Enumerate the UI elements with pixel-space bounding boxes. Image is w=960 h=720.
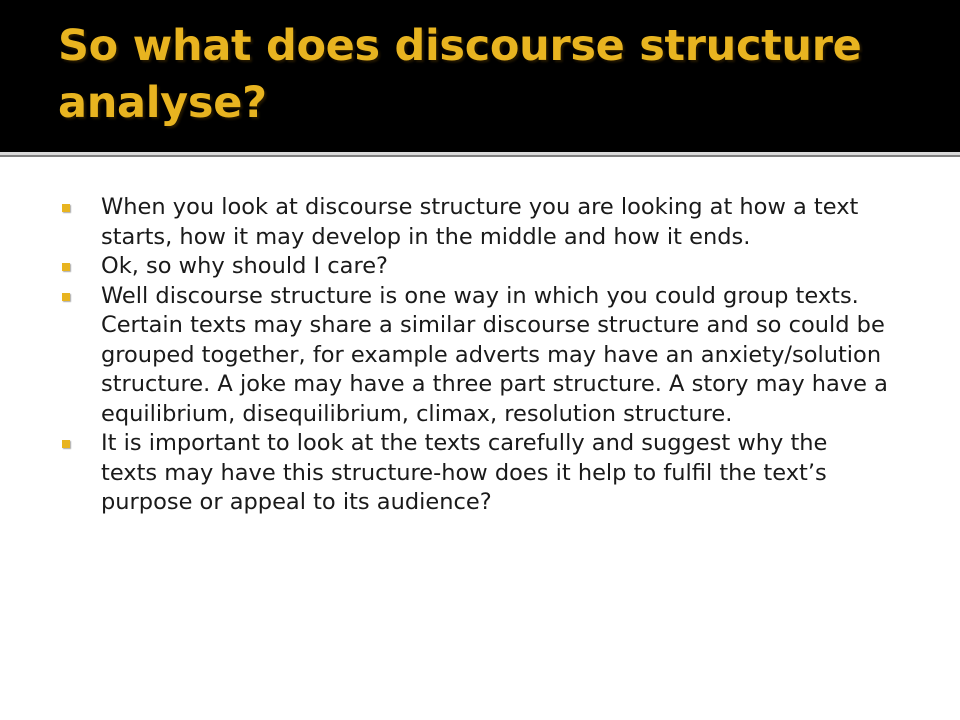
square-bullet-icon (62, 263, 70, 271)
bullet-item (60, 252, 890, 282)
bullet-item (60, 429, 890, 518)
bullet-text: It is important to look at the texts carefully and suggest why the texts may have this structure-how does it help to fulfil the text’s purpose or appeal to its audience? (101, 430, 828, 515)
bullet-list (60, 193, 890, 518)
title-divider-shadow (0, 155, 960, 157)
bullet-item (60, 193, 890, 252)
square-bullet-icon (62, 293, 70, 301)
square-bullet-icon (62, 440, 70, 448)
bullet-item (60, 282, 890, 430)
bullet-text: When you look at discourse structure you are looking at how a text starts, how it may develop in the middle and how it ends. (101, 194, 859, 250)
square-bullet-icon (62, 204, 70, 212)
slide-title: So what does discourse structure analyse? (58, 21, 862, 128)
bullet-text: Ok, so why should I care? (101, 253, 388, 279)
bullet-text: Well discourse structure is one way in which you could group texts. Certain texts may share a similar discourse structure and so could be grouped together, for example adverts may have an anxiety/solution structure. A joke may have a three part structure. A story may have a equilibrium, disequilibrium, climax, resolution structure. (101, 282, 888, 427)
title-bar (0, 0, 960, 152)
